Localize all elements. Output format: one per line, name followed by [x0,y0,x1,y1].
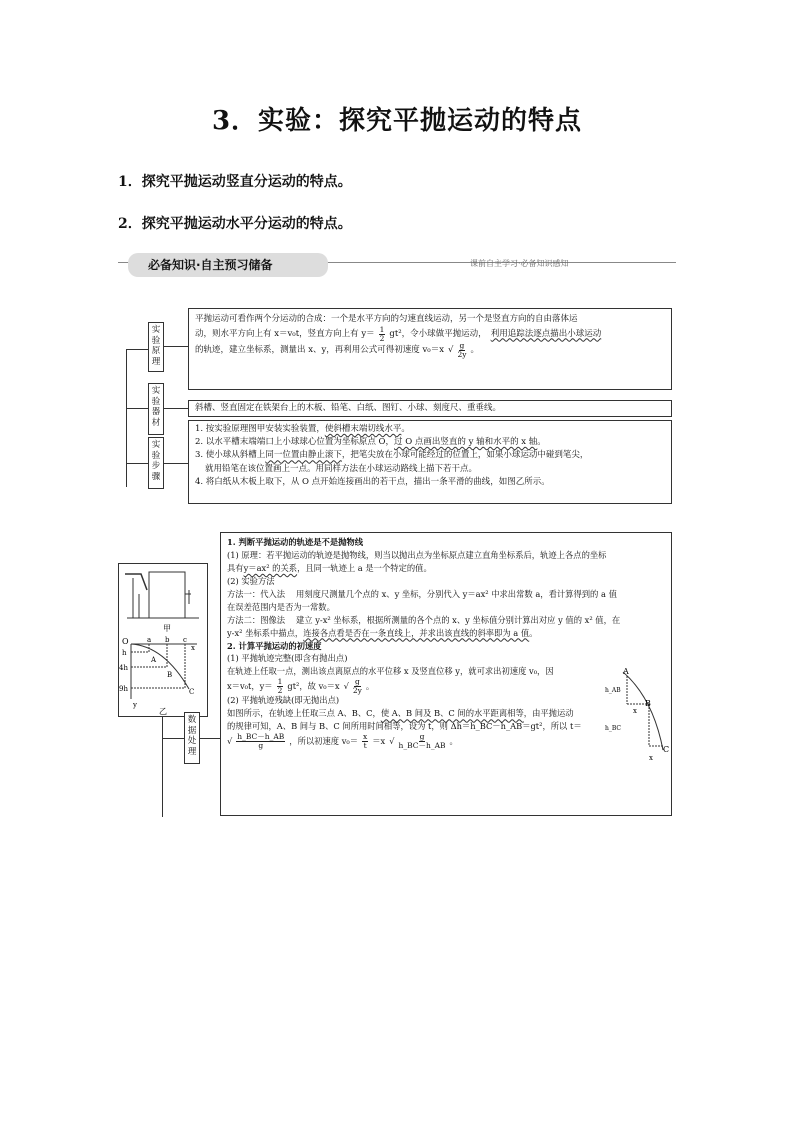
data-text: (2) 实验方法 [227,575,275,586]
data-text: ，由平抛运动 [523,708,574,719]
data-text: 的规律可知，A、B 间与 B、C 间所用时间相等，设为 t，则 Δh＝h_BC－h_AB＝gt²，所以 t＝ [227,721,582,732]
principle-text: 的轨迹，建立坐标系，测量出 x、y，再利用公式可得初速度 v₀＝x [195,344,445,355]
frac-num: h_BC－h_AB [237,732,285,742]
principle-box [188,308,672,390]
data-text: 在误差范围内是否为一常数。 [227,601,335,612]
step-text: ，把笔尖放在小球可能经过的位置上，如果小球运动中碰到笔尖， [341,450,589,461]
apparatus-figure [119,564,207,716]
tree-bracket [162,717,163,817]
sqrt-sign: √ [343,680,349,691]
figure-panel [118,563,208,717]
step-2 [195,436,665,449]
data-text [227,562,665,575]
point-B: B [645,699,651,708]
frac-num: 1 [379,325,385,335]
data-text: y-x² 坐标系中描点， [227,627,304,638]
goal-2: 2．探究平抛运动水平分运动的特点。 [118,216,352,232]
data-text: 方法一：代入法 用刻度尺测量几个点的 x、y 坐标，分别代入 y＝ax² 中求出常数 a，看计算得到的 a 值 [227,588,617,599]
v0-fraction [399,733,446,749]
data-text: 。 [449,735,458,746]
connector [164,346,188,347]
sqrt-fraction [353,678,362,694]
half-fraction [379,326,386,342]
step-text: 3. 使小球从斜槽上 [195,450,266,461]
x-over-t [362,733,368,749]
goal-1: 1．探究平抛运动竖直分运动的特点。 [118,174,352,190]
sqrt-sign: √ [227,735,233,746]
principle-label: 实验原理 [148,322,164,372]
slope-track [125,574,147,590]
frac-den: 2y [457,349,467,359]
sqrt-sign: √ [448,344,454,355]
principle-line3 [195,342,665,358]
principle-text: 。 [470,344,479,355]
frac-den: 2 [277,685,283,695]
sqrt-fraction [457,342,466,358]
data-text: ，所以初速度 v₀＝ [289,735,359,746]
principle-emphasis: 利用追踪法逐点描出小球运动 [490,328,602,339]
data-text: (2) 平抛轨迹残缺(即无抛出点) [227,695,340,706]
formula-t [227,733,665,749]
step-3 [195,449,665,462]
principle-text: 动，则水平方向上有 x＝v₀t，竖直方向上有 y＝ [195,328,375,339]
frac-num: g [459,341,465,351]
step-text: 。 [401,424,410,434]
tick-b: b [165,636,170,644]
origin-label: O [122,637,129,646]
h-ab-label: h_AB [605,687,621,694]
tree-branch [126,463,148,464]
data-text: 。 [365,680,375,691]
data-text: ，且同一轨迹上 a 是一个特定的值。 [297,562,432,573]
frac-den: g [258,740,264,750]
data-label: 数据处理 [184,712,200,764]
frac-num: 1 [277,677,283,687]
section-banner: 必备知识·自主预习储备 [128,253,328,277]
t-fraction [236,733,285,749]
h-bc-label: h_BC [605,725,621,732]
tick-a: a [147,636,152,644]
frac-den: 2y [352,685,362,695]
principle-line1: 平抛运动可看作两个分运动的合成：一个是水平方向的匀速直线运动，另一个是竖直方向的自由落体运 [195,314,578,324]
tree-branch [126,349,148,350]
data-text: 在轨迹上任取一点，测出该点离原点的水平位移 x 及竖直位移 y，就可求出初速度 v₀，因 [227,666,554,677]
step-1 [195,423,665,436]
data-text: 。 [529,627,538,638]
data-text: ＝x [372,735,386,746]
step-4: 4. 将白纸从木板上取下，从 O 点开始连接画出的若干点，描出一条平滑的曲线，如图乙所示。 [195,476,550,487]
connector [200,738,220,739]
data-text: 具有 [227,562,244,573]
step-text: 。 [537,437,546,448]
frac-num: x [363,732,368,742]
formula-v0 [227,678,665,694]
tick-9h: 9h [119,685,128,693]
data-heading-2: 2. 计算平抛运动的初速度 [227,640,322,651]
point-B: B [167,671,173,679]
trajectory-inset-figure [605,668,671,764]
jia-label: 甲 [163,624,171,633]
data-text: x＝v₀t，y＝ [227,680,273,691]
point-A: A [623,668,629,676]
principle-line2 [195,326,665,342]
page-title: 3．实验：探究平抛运动的特点 [211,106,583,136]
data-text [227,627,665,640]
data-heading-1: 1. 判断平抛运动的轨迹是不是抛物线 [227,537,364,547]
frac-den: t [363,740,367,750]
frac-num: g [354,677,360,687]
steps-label: 实验步骤 [148,437,164,489]
step-emphasis: 过 O 点画出竖直的 y 轴和水平的 x 轴 [394,437,538,448]
point-C: C [189,688,195,696]
step-emphasis: 同一位置由静止滚下 [265,450,342,461]
banner-subtitle: 课前自主学习·必备知识感知 [470,259,569,268]
sqrt-sign: √ [389,735,395,746]
steps-box [188,420,672,504]
curve [623,672,663,750]
tick-c: c [183,636,187,644]
x-label-2: x [649,754,653,762]
yi-label: 乙 [159,707,167,716]
step-text: 1. 按实验原理图甲安装实验装置， [195,424,325,434]
data-text [227,707,665,720]
connector [164,408,188,409]
board [149,572,185,618]
tick-4h: 4h [119,664,128,672]
frac-den: 2 [379,333,385,343]
step-emphasis: 使斜槽末端切线水平 [324,424,402,434]
data-emphasis: 使 A、B 间及 B、C 间的水平距离相等 [380,708,524,719]
x-label-1: x [633,707,637,715]
tree-branch [162,738,184,739]
tree-branch [126,408,148,409]
tree-bracket [126,349,127,487]
frac-num: g [419,732,425,742]
equipment-label: 实验器材 [148,383,164,435]
x-label: x [191,644,195,652]
step-text: 2. 以水平槽末端端口上小球球心位置为坐标原点 O， [195,437,394,448]
data-text: 方法二：图像法 建立 y-x² 坐标系，根据所测量的各个点的 x、y 坐标值分别计算出对应 y 值的 x² 值，在 [227,614,621,625]
tick-h: h [122,649,127,657]
point-C: C [663,745,670,754]
half-fraction [277,678,284,694]
data-emphasis: 连接各点看是否在一条直线上，并求出该直线的斜率即为 a 值 [303,627,530,638]
data-text: gt²，故 v₀＝x [287,680,340,691]
frac-den: h_BC－h_AB [398,740,446,750]
data-emphasis: y＝ax² 的关系 [243,562,298,573]
connector [164,463,188,464]
step-3-cont: 就用铅笔在该位置画上一点。用同样方法在小球运动路线上描下若干点。 [205,463,478,474]
data-text: 如图所示，在轨迹上任取三点 A、B、C， [227,708,381,719]
principle-text: gt²，令小球做平抛运动， [389,328,487,339]
equipment-box: 斜槽、竖直固定在铁架台上的木板、铅笔、白纸、图钉、小球、刻度尺、重垂线。 [188,400,672,417]
data-text: (1) 平抛轨迹完整(即含有抛出点) [227,653,348,664]
point-A: A [151,656,157,664]
y-label: y [133,701,137,709]
data-text: (1) 原理：若平抛运动的轨迹是抛物线，则当以抛出点为坐标原点建立直角坐标系后，轨迹上各点的坐标 [227,549,607,560]
